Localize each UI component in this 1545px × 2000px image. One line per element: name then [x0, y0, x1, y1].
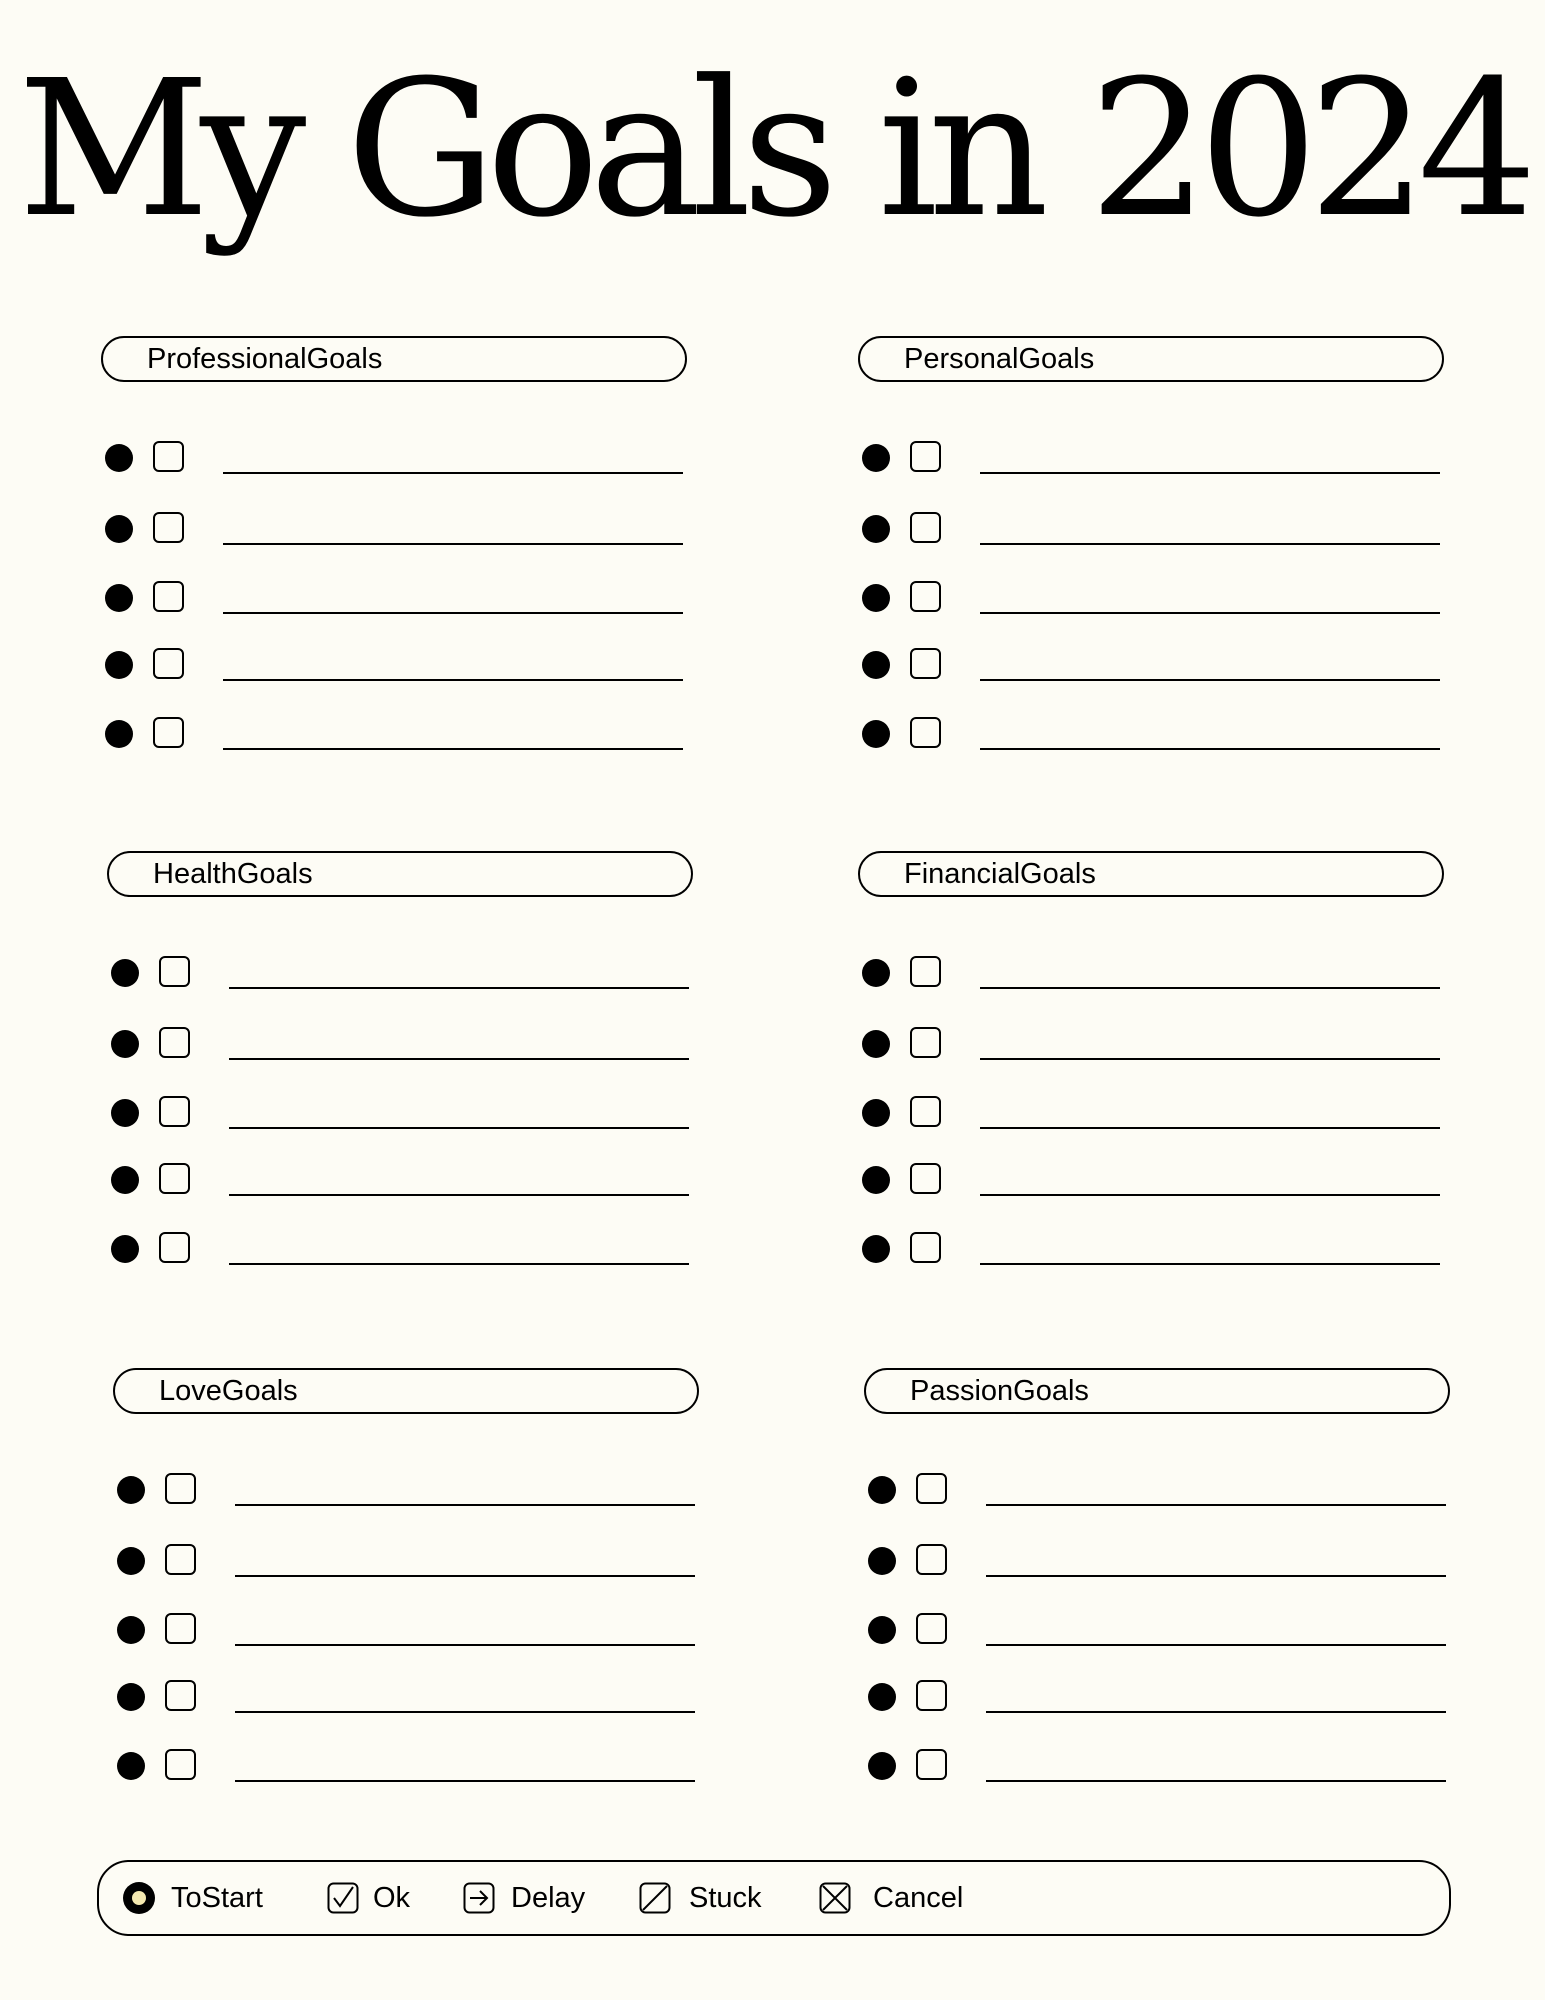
bullet-icon — [868, 1476, 896, 1504]
goal-entry-line[interactable] — [980, 679, 1440, 681]
goal-entry-line[interactable] — [986, 1711, 1446, 1713]
goal-checkbox[interactable] — [916, 1749, 947, 1780]
goal-checkbox[interactable] — [159, 1096, 190, 1127]
goal-entry-line[interactable] — [986, 1780, 1446, 1782]
section-health-goals — [107, 851, 697, 1291]
goal-checkbox[interactable] — [910, 717, 941, 748]
legend-item-delay — [463, 1862, 603, 1934]
bullet-icon — [868, 1683, 896, 1711]
bullet-icon — [862, 1166, 890, 1194]
section-label: PassionGoals — [910, 1375, 1089, 1407]
legend-item-stuck — [639, 1862, 779, 1934]
goal-entry-line[interactable] — [980, 472, 1440, 474]
bullet-icon — [862, 515, 890, 543]
goal-checkbox[interactable] — [910, 956, 941, 987]
section-label: LoveGoals — [159, 1375, 298, 1407]
goal-checkbox[interactable] — [159, 1027, 190, 1058]
goal-row — [107, 1162, 697, 1202]
goal-entry-line[interactable] — [980, 543, 1440, 545]
bullet-icon — [105, 515, 133, 543]
legend-item-ok — [327, 1862, 437, 1934]
bullet-icon — [105, 720, 133, 748]
bullet-icon — [862, 651, 890, 679]
goal-row — [107, 1026, 697, 1066]
goal-row — [113, 1472, 703, 1512]
goal-checkbox[interactable] — [910, 1027, 941, 1058]
goal-row — [858, 955, 1448, 995]
goal-entry-line[interactable] — [229, 987, 689, 989]
goal-entry-line[interactable] — [235, 1780, 695, 1782]
bullet-icon — [868, 1752, 896, 1780]
section-header — [113, 1368, 699, 1414]
goal-row — [113, 1748, 703, 1788]
section-header — [101, 336, 687, 382]
bullet-icon — [111, 1099, 139, 1127]
section-header — [858, 336, 1444, 382]
check-box-icon — [327, 1882, 359, 1914]
goal-row — [864, 1543, 1454, 1583]
radio-dot-icon — [123, 1882, 155, 1914]
arrow-box-icon — [463, 1882, 495, 1914]
bullet-icon — [862, 444, 890, 472]
goal-entry-line[interactable] — [235, 1575, 695, 1577]
bullet-icon — [862, 959, 890, 987]
goal-row — [107, 1231, 697, 1271]
goal-row — [107, 955, 697, 995]
page-title: My Goals in 2024 — [17, 40, 1528, 259]
goal-entry-line[interactable] — [980, 1058, 1440, 1060]
goal-row — [858, 716, 1448, 756]
goal-row — [101, 580, 691, 620]
goal-row — [101, 511, 691, 551]
bullet-icon — [862, 1030, 890, 1058]
legend-label: Delay — [511, 1882, 586, 1914]
goal-entry-line[interactable] — [980, 987, 1440, 989]
goal-entry-line[interactable] — [229, 1127, 689, 1129]
goal-checkbox[interactable] — [153, 648, 184, 679]
section-header — [858, 851, 1444, 897]
goal-entry-line[interactable] — [223, 543, 683, 545]
x-box-icon — [819, 1882, 851, 1914]
goal-row — [858, 1095, 1448, 1135]
goal-entry-line[interactable] — [980, 1194, 1440, 1196]
legend-label: Cancel — [873, 1882, 964, 1914]
goal-entry-line[interactable] — [235, 1504, 695, 1506]
goal-checkbox[interactable] — [910, 1163, 941, 1194]
status-legend — [97, 1860, 1451, 1936]
goal-entry-line[interactable] — [235, 1711, 695, 1713]
goal-row — [858, 1026, 1448, 1066]
goal-row — [864, 1612, 1454, 1652]
goal-entry-line[interactable] — [980, 1263, 1440, 1265]
goal-row — [113, 1679, 703, 1719]
goal-row — [864, 1472, 1454, 1512]
bullet-icon — [117, 1683, 145, 1711]
bullet-icon — [862, 1099, 890, 1127]
bullet-icon — [868, 1547, 896, 1575]
goal-checkbox[interactable] — [165, 1749, 196, 1780]
goal-checkbox[interactable] — [165, 1680, 196, 1711]
section-professional-goals — [101, 336, 691, 776]
goal-checkbox[interactable] — [910, 441, 941, 472]
goal-row — [858, 1231, 1448, 1271]
section-financial-goals — [858, 851, 1448, 1291]
bullet-icon — [862, 1235, 890, 1263]
goal-entry-line[interactable] — [229, 1058, 689, 1060]
goal-entry-line[interactable] — [986, 1575, 1446, 1577]
bullet-icon — [117, 1476, 145, 1504]
goal-checkbox[interactable] — [165, 1544, 196, 1575]
legend-item-cancel — [819, 1862, 979, 1934]
section-love-goals — [113, 1368, 703, 1808]
goal-row — [101, 647, 691, 687]
goal-entry-line[interactable] — [223, 612, 683, 614]
bullet-icon — [111, 959, 139, 987]
goal-row — [858, 511, 1448, 551]
goal-checkbox[interactable] — [910, 1232, 941, 1263]
bullet-icon — [105, 584, 133, 612]
section-label: PersonalGoals — [904, 343, 1095, 375]
goal-checkbox[interactable] — [153, 717, 184, 748]
goal-row — [113, 1543, 703, 1583]
goal-entry-line[interactable] — [980, 748, 1440, 750]
goal-checkbox[interactable] — [910, 512, 941, 543]
goal-row — [864, 1748, 1454, 1788]
goal-entry-line[interactable] — [223, 472, 683, 474]
section-label: HealthGoals — [153, 858, 313, 890]
goal-checkbox[interactable] — [165, 1473, 196, 1504]
section-header — [864, 1368, 1450, 1414]
goal-row — [858, 440, 1448, 480]
goal-row — [858, 647, 1448, 687]
goal-checkbox[interactable] — [916, 1613, 947, 1644]
goal-entry-line[interactable] — [229, 1263, 689, 1265]
goal-checkbox[interactable] — [159, 1163, 190, 1194]
goal-entry-line[interactable] — [986, 1504, 1446, 1506]
goal-checkbox[interactable] — [916, 1544, 947, 1575]
goal-row — [858, 580, 1448, 620]
bullet-icon — [111, 1166, 139, 1194]
bullet-icon — [117, 1547, 145, 1575]
bullet-icon — [111, 1030, 139, 1058]
goal-checkbox[interactable] — [910, 648, 941, 679]
goal-entry-line[interactable] — [229, 1194, 689, 1196]
goal-row — [864, 1679, 1454, 1719]
goal-checkbox[interactable] — [159, 956, 190, 987]
bullet-icon — [117, 1616, 145, 1644]
goal-row — [101, 440, 691, 480]
goal-row — [113, 1612, 703, 1652]
slash-box-icon — [639, 1882, 671, 1914]
section-passion-goals — [864, 1368, 1454, 1808]
goal-row — [107, 1095, 697, 1135]
goal-checkbox[interactable] — [153, 512, 184, 543]
goal-entry-line[interactable] — [223, 679, 683, 681]
legend-label: Ok — [373, 1882, 411, 1914]
bullet-icon — [117, 1752, 145, 1780]
legend-label: Stuck — [689, 1882, 762, 1914]
section-header — [107, 851, 693, 897]
goal-checkbox[interactable] — [165, 1613, 196, 1644]
goal-entry-line[interactable] — [980, 1127, 1440, 1129]
legend-label: ToStart — [171, 1882, 263, 1914]
section-label: FinancialGoals — [904, 858, 1096, 890]
goal-entry-line[interactable] — [223, 748, 683, 750]
goal-checkbox[interactable] — [153, 581, 184, 612]
goal-row — [101, 716, 691, 756]
bullet-icon — [868, 1616, 896, 1644]
goal-checkbox[interactable] — [916, 1680, 947, 1711]
bullet-icon — [111, 1235, 139, 1263]
goal-entry-line[interactable] — [986, 1644, 1446, 1646]
section-personal-goals — [858, 336, 1448, 776]
goal-checkbox[interactable] — [153, 441, 184, 472]
goal-row — [858, 1162, 1448, 1202]
bullet-icon — [105, 651, 133, 679]
goal-checkbox[interactable] — [159, 1232, 190, 1263]
goal-checkbox[interactable] — [910, 581, 941, 612]
bullet-icon — [862, 720, 890, 748]
goal-entry-line[interactable] — [235, 1644, 695, 1646]
legend-item-to-start — [123, 1862, 283, 1934]
goal-entry-line[interactable] — [980, 612, 1440, 614]
goal-checkbox[interactable] — [916, 1473, 947, 1504]
bullet-icon — [105, 444, 133, 472]
section-label: ProfessionalGoals — [147, 343, 383, 375]
bullet-icon — [862, 584, 890, 612]
goal-checkbox[interactable] — [910, 1096, 941, 1127]
